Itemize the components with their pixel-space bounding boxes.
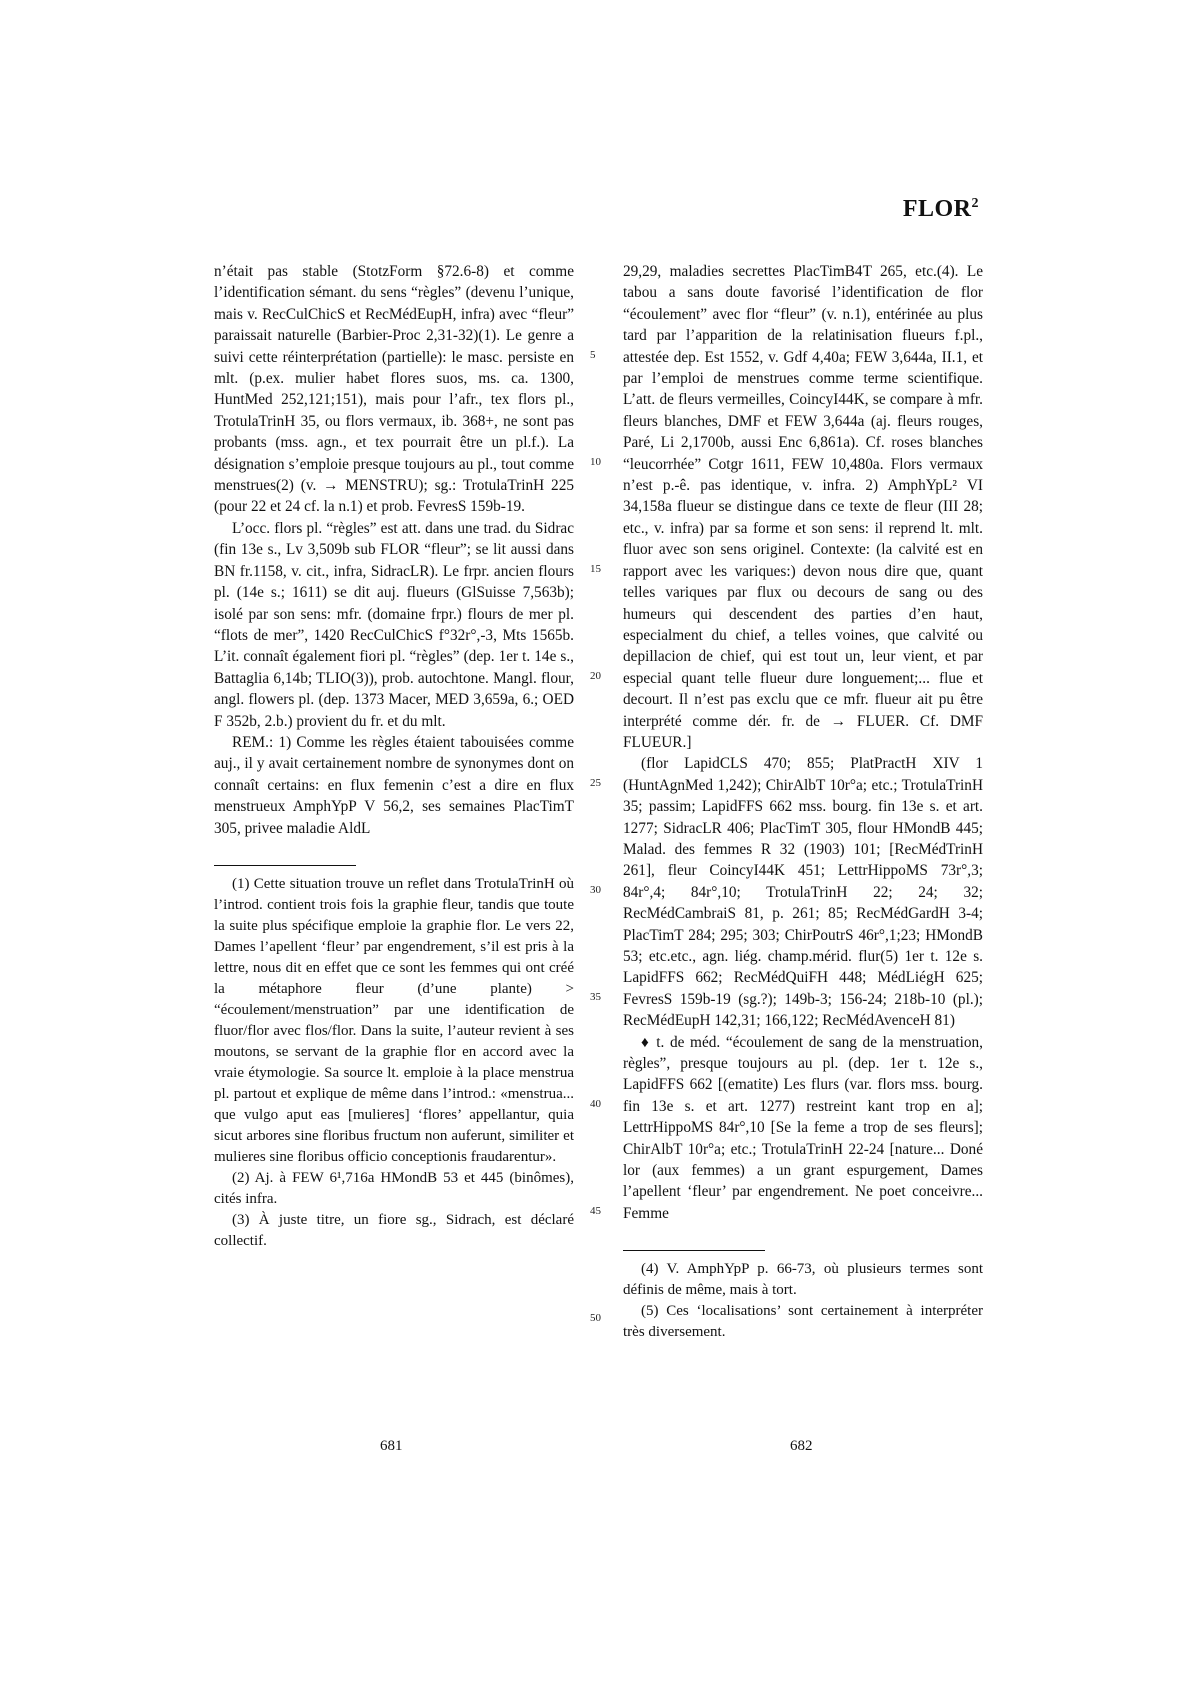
page-number-right: 682 xyxy=(790,1438,813,1454)
footnote-2: (2) Aj. à FEW 6¹,716a HMondB 53 et 445 (binômes), cités infra. xyxy=(214,1169,574,1207)
line-number: 40 xyxy=(590,1098,601,1110)
line-number: 5 xyxy=(590,349,596,361)
right-paragraph-1: 29,29, maladies secrettes PlacTimB4T 265, etc.(4). Le tabou a sans doute favorisé l’identification de flor “écoulement” avec flor “fleur” (v. n.1), entérinée au plus tard par l’apparition de la relatinisation flueurs f.pl., attestée dep. Est 1552, v. Gdf 4,40a; FEW 3,644a, II.1, et par l’emploi de menstrues comme terme scientifique. L’att. de fleurs vermeilles, CoincyI44K, se compare à mfr. fleurs blanches, DMF et FEW 3,644a (aj. fleurs rouges, Paré, Li 2,1700b, aussi Enc 6,861a). Cf. roses blanches “leucorrhée” Cotgr 1611, FEW 10,480a. Flors vermaux n’est p.-ê. pas identique, v. infra. 2) AmphYpL² VI 34,158a flueur se distingue dans ce texte de fleur (III 28; etc., v. infra) par sa forme et son sens: il reprend lt. mlt. fluor avec son sens originel. Contexte: (la calvité est en rapport avec les variques:) devon nous dire que, quant telles variques par flux ou decours de sang ou des humeurs qui descendent des parties d’en haut, especialment du chief, a telles voines, que calvité ou depillacion de chief, qui est tout un, leur vient, et par especial quant telle flueur dure longuement;... flue et decourt. Il n’est pas exclu que ce mfr. flueur ait pu être interprété comme dér. fr. de → FLUER. Cf. DMF FLUEUR.] xyxy=(623,263,983,751)
line-number: 30 xyxy=(590,884,601,896)
line-number: 25 xyxy=(590,777,601,789)
footnote-5: (5) Ces ‘localisations’ sont certainement à interpréter très diversement. xyxy=(623,1303,983,1341)
line-number: 45 xyxy=(590,1205,601,1217)
left-paragraph-rem: REM.: 1) Comme les règles étaient tabouisées comme auj., il y avait certainement nombre de synonymes dont on connaît certains: en flux femenin c’est a dire en flux menstrueux AmphYpP V 56,2, ses semaines PlacTimT 305, privee maladie AldL xyxy=(214,733,574,837)
page-number-left: 681 xyxy=(380,1438,403,1454)
entry-header xyxy=(903,196,979,223)
entry-word: FLOR xyxy=(902,196,972,222)
line-number: 10 xyxy=(590,456,601,468)
left-paragraph-1: n’était pas stable (StotzForm §72.6-8) et comme l’identification sémant. du sens “règles” (devenu l’unique, mais v. RecCulChicS et RecMédEupH, infra) avec “fleur” paraissait naturelle (Barbier-Proc 2,31-32)(1). Le genre a suivi cette réinterprétation (partielle): le masc. persiste en mlt. (p.ex. mulier habet flores suos, ms. ca. 1300, HuntMed 252,121;151), mais pour l’afr., tex flors pl., TrotulaTrinH 35, ou flors vermaux, ib. 368+, ne sont pas probants (mss. agn., et tex pourrait être un pl.f.). La désignation s’emploie presque toujours au pl., tout comme menstrues(2) (v. → MENSTRU); sg.: TrotulaTrinH 225 (pour 22 et 24 cf. la n.1) et prob. FevresS 159b-19. xyxy=(214,263,574,516)
footnote-rule xyxy=(214,865,356,866)
footnote-rule xyxy=(623,1250,765,1251)
right-paragraph-forms: (flor LapidCLS 470; 855; PlatPractH XIV 1 (HuntAgnMed 1,242); ChirAlbT 10r°a; etc.; TrotulaTrinH 35; passim; LapidFFS 662 mss. bourg. fin 13e s. et art. 1277; SidracLR 406; PlacTimT 305, flour HMondB 445; Malad. des femmes R 32 (1903) 101; [RecMédTrinH 261], fleur CoincyI44K 451; LettrHippoMS 73r°,3; 84r°,4; 84r°,10; TrotulaTrinH 22; 24; 32; RecMédCambraiS 81, p. 261; 85; RecMédGardH 3-4; PlacTimT 284; 295; 303; ChirPoutrS 46r°,1;23; HMondB 53; etc.etc., agn. liég. champ.mérid. flur(5) 1er t. 12e s. LapidFFS 662; RecMédQuiFH 448; MédLiégH 625; FevresS 159b-19 (sg.?); 149b-3; 156-24; 218b-10 (pl.); RecMédEupH 142,31; 166,122; RecMédAvenceH 81) xyxy=(623,755,983,1030)
left-column xyxy=(214,261,574,1252)
footnote-4: (4) V. AmphYpP p. 66-73, où plusieurs termes sont définis de même, mais à tort. xyxy=(623,1261,983,1299)
line-number: 20 xyxy=(590,670,601,682)
entry-homonym-number: 2 xyxy=(971,196,979,211)
footnote-1: (1) Cette situation trouve un reflet dans TrotulaTrinH où l’introd. contient trois fois la graphie fleur, tandis que toute la suite plus spécifique emploie la graphie flor. Le vers 22, Dames l’apellent ‘fleur’ par engendrement, s’il est pris à la lettre, nous dit en effet que ce sont les femmes qui ont créé la métaphore fleur (d’une plante) > “écoulement/menstruation” par une identification de fluor/flor avec flos/flor. Dans la suite, l’auteur revient à ses moutons, se servant de la graphie flor en accord avec la vraie étymologie. Sa source lt. emploie à la place menstrua pl. partout et explique de même dans l’introd.: «menstrua... que vulgo aput eas [mulieres] ‘flores’ appellantur, quia sicut arbores sine floribus fructum non auferunt, similiter et mulieres sine floribus officio conceptionis fraudarentur». xyxy=(214,875,574,1165)
right-paragraph-sense: ♦ t. de méd. “écoulement de sang de la menstruation, règles”, presque toujours au pl. (dep. 1er t. 12e s., LapidFFS 662 [(ematite) Les flurs (var. flors mss. bourg. fin 13e s. et art. 1277) restreint kant trop en a]; LettrHippoMS 84r°,10 [Se la feme a trop de ses fleurs]; ChirAlbT 10r°a; etc.; TrotulaTrinH 22-24 [nature... Doné lor (aux femmes) a un grant espurgement, Dames l’apellent ‘fleur’ par engendrement. Ne poet conceivre... Femme xyxy=(623,1033,983,1222)
line-number: 15 xyxy=(590,563,601,575)
line-number: 35 xyxy=(590,991,601,1003)
footnote-3: (3) À juste titre, un fiore sg., Sidrach, est déclaré collectif. xyxy=(214,1211,574,1249)
line-number: 50 xyxy=(590,1312,601,1324)
right-column xyxy=(623,261,983,1343)
left-paragraph-2: L’occ. flors pl. “règles” est att. dans une trad. du Sidrac (fin 13e s., Lv 3,509b sub FLOR “fleur”; se lit aussi dans BN fr.1158, v. cit., infra, SidracLR). Le frpr. ancien flours pl. (14e s.; 1611) se dit auj. flueurs (GlSuisse 7,563b); isolé par son sens: mfr. (domaine frpr.) flours de mer pl. “flots de mer”, 1420 RecCulChicS f°32r°,-3, Mts 1565b. L’it. connaît également fiori pl. “règles” (dep. 1er t. 14e s., Battaglia 6,14b; TLIO(3)), prob. autochtone. Mangl. flour, angl. flowers pl. (dep. 1373 Macer, MED 3,659a, 6.; OED F 352b, 2.b.) provient du fr. et du mlt. xyxy=(214,519,574,730)
